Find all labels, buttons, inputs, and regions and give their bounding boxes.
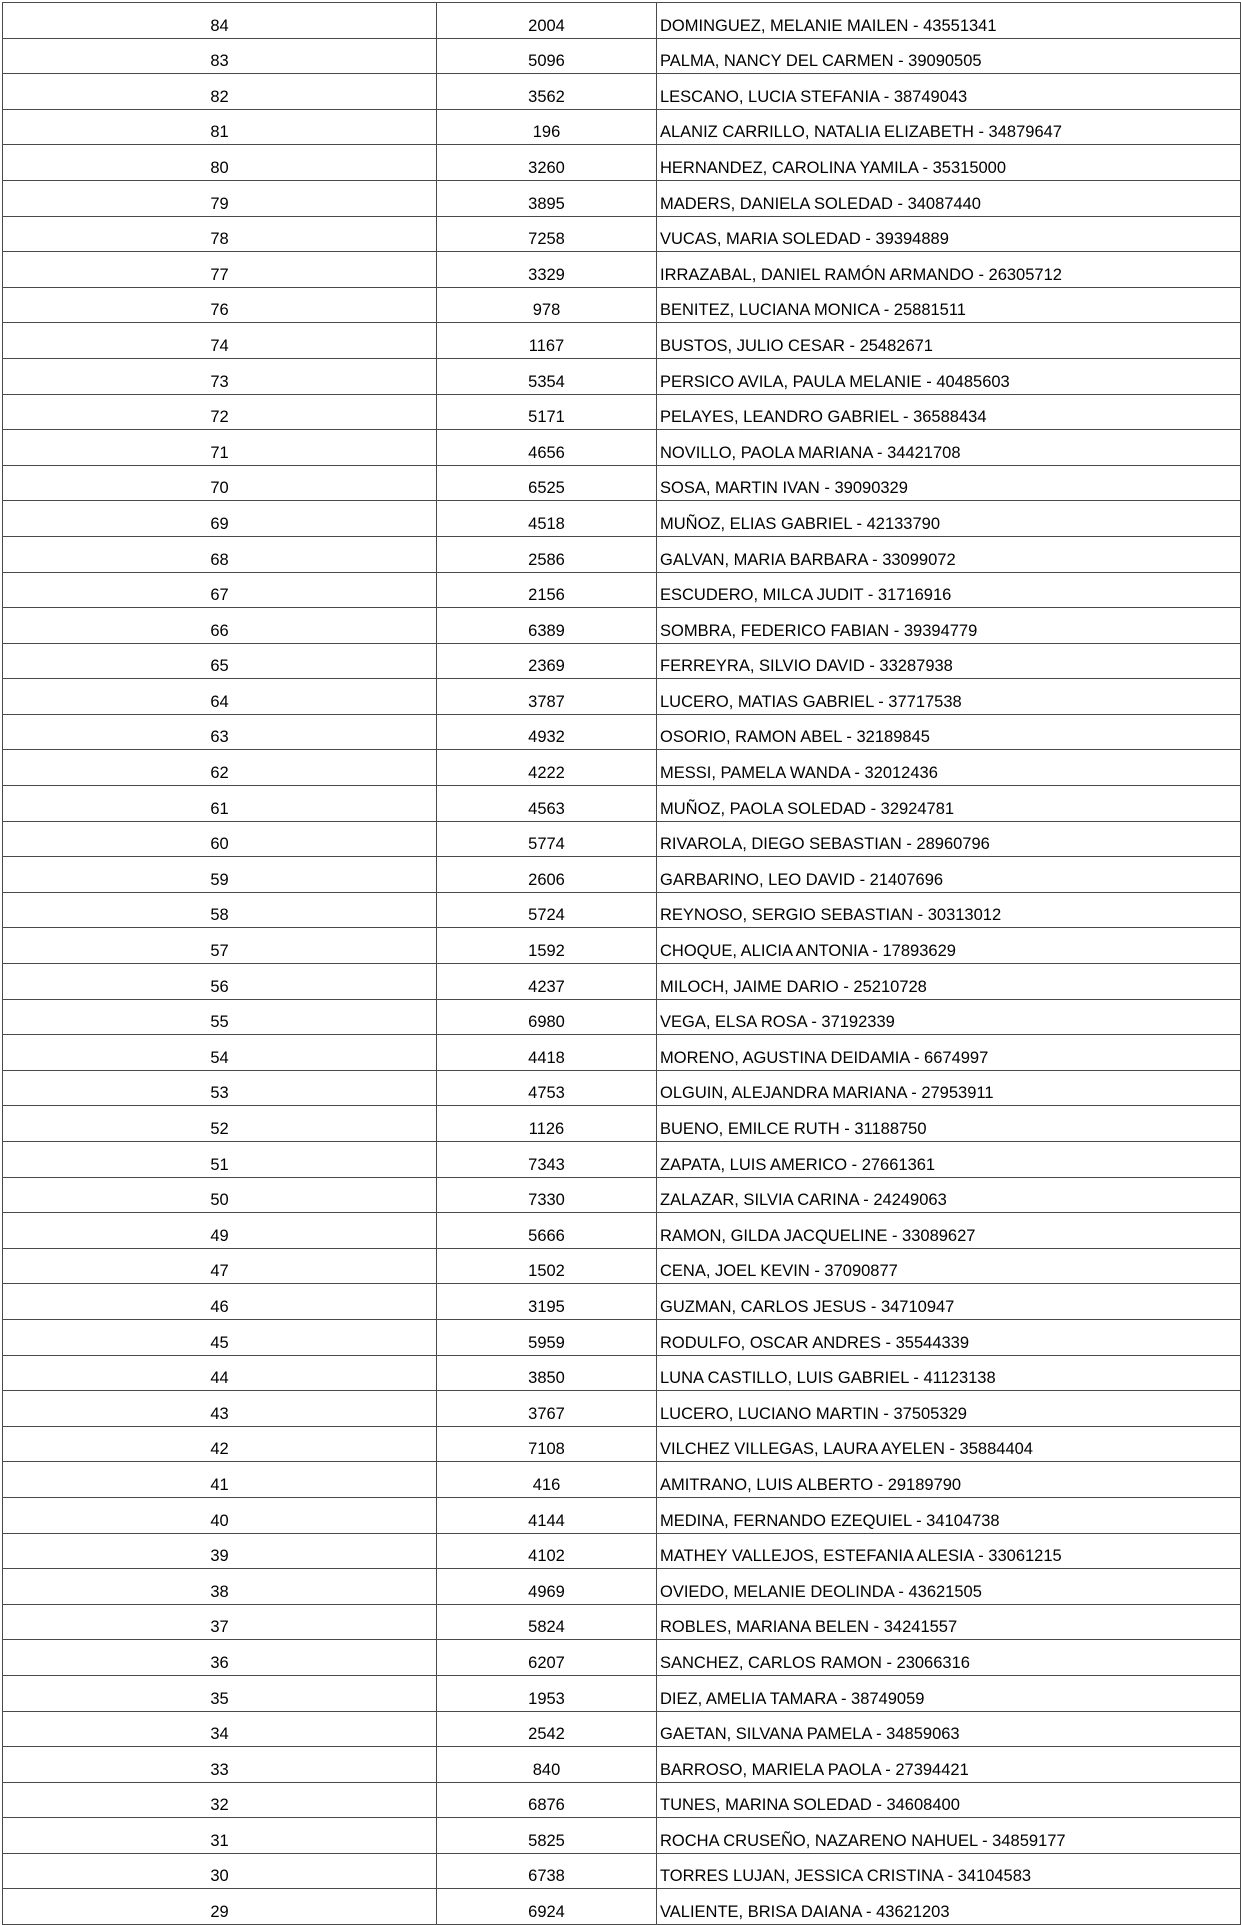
name-cell: GARBARINO, LEO DAVID - 21407696 — [657, 857, 1241, 893]
name-cell: ROBLES, MARIANA BELEN - 34241557 — [657, 1604, 1241, 1640]
table-row — [3, 216, 1241, 252]
name-cell: LUCERO, MATIAS GABRIEL - 37717538 — [657, 679, 1241, 715]
name-cell: LESCANO, LUCIA STEFANIA - 38749043 — [657, 74, 1241, 110]
order-cell: 50 — [3, 1177, 437, 1213]
table-row — [3, 1284, 1241, 1320]
name-cell: VILCHEZ VILLEGAS, LAURA AYELEN - 35884404 — [657, 1426, 1241, 1462]
table-row — [3, 1675, 1241, 1711]
name-cell: OSORIO, RAMON ABEL - 32189845 — [657, 714, 1241, 750]
name-cell: MILOCH, JAIME DARIO - 25210728 — [657, 964, 1241, 1000]
table-row — [3, 145, 1241, 181]
code-cell: 3767 — [437, 1391, 657, 1427]
table-row — [3, 643, 1241, 679]
order-cell: 59 — [3, 857, 437, 893]
code-cell: 196 — [437, 109, 657, 145]
order-cell: 66 — [3, 608, 437, 644]
table-row — [3, 323, 1241, 359]
code-cell: 6924 — [437, 1889, 657, 1925]
table-row — [3, 430, 1241, 466]
name-cell: ALANIZ CARRILLO, NATALIA ELIZABETH - 34879647 — [657, 109, 1241, 145]
table-row — [3, 572, 1241, 608]
code-cell: 978 — [437, 287, 657, 323]
code-cell: 3895 — [437, 180, 657, 216]
table-row — [3, 394, 1241, 430]
code-cell: 6525 — [437, 465, 657, 501]
table-row — [3, 1889, 1241, 1925]
code-cell: 5825 — [437, 1818, 657, 1854]
table-row — [3, 1319, 1241, 1355]
name-cell: MUÑOZ, ELIAS GABRIEL - 42133790 — [657, 501, 1241, 537]
table-row — [3, 679, 1241, 715]
name-cell: AMITRANO, LUIS ALBERTO - 29189790 — [657, 1462, 1241, 1498]
order-cell: 57 — [3, 928, 437, 964]
order-cell: 54 — [3, 1035, 437, 1071]
table-row — [3, 1569, 1241, 1605]
order-cell: 76 — [3, 287, 437, 323]
code-cell: 1953 — [437, 1675, 657, 1711]
name-cell: RODULFO, OSCAR ANDRES - 35544339 — [657, 1319, 1241, 1355]
code-cell: 4222 — [437, 750, 657, 786]
name-cell: MUÑOZ, PAOLA SOLEDAD - 32924781 — [657, 786, 1241, 822]
code-cell: 4144 — [437, 1497, 657, 1533]
name-cell: PALMA, NANCY DEL CARMEN - 39090505 — [657, 38, 1241, 74]
name-cell: SOMBRA, FEDERICO FABIAN - 39394779 — [657, 608, 1241, 644]
code-cell: 7330 — [437, 1177, 657, 1213]
code-cell: 1502 — [437, 1248, 657, 1284]
name-cell: HERNANDEZ, CAROLINA YAMILA - 35315000 — [657, 145, 1241, 181]
code-cell: 5724 — [437, 892, 657, 928]
order-cell: 36 — [3, 1640, 437, 1676]
order-cell: 58 — [3, 892, 437, 928]
code-cell: 4418 — [437, 1035, 657, 1071]
order-cell: 82 — [3, 74, 437, 110]
order-cell: 39 — [3, 1533, 437, 1569]
name-cell: ZALAZAR, SILVIA CARINA - 24249063 — [657, 1177, 1241, 1213]
code-cell: 3787 — [437, 679, 657, 715]
name-cell: PELAYES, LEANDRO GABRIEL - 36588434 — [657, 394, 1241, 430]
name-cell: MORENO, AGUSTINA DEIDAMIA - 6674997 — [657, 1035, 1241, 1071]
code-cell: 7108 — [437, 1426, 657, 1462]
table-row — [3, 358, 1241, 394]
table-row — [3, 109, 1241, 145]
order-cell: 55 — [3, 999, 437, 1035]
name-cell: GAETAN, SILVANA PAMELA - 34859063 — [657, 1711, 1241, 1747]
table-row — [3, 1106, 1241, 1142]
name-cell: RIVAROLA, DIEGO SEBASTIAN - 28960796 — [657, 821, 1241, 857]
table-row — [3, 999, 1241, 1035]
name-cell: VUCAS, MARIA SOLEDAD - 39394889 — [657, 216, 1241, 252]
table-row — [3, 928, 1241, 964]
name-cell: ESCUDERO, MILCA JUDIT - 31716916 — [657, 572, 1241, 608]
table-row — [3, 750, 1241, 786]
order-cell: 60 — [3, 821, 437, 857]
code-cell: 2542 — [437, 1711, 657, 1747]
code-cell: 6738 — [437, 1853, 657, 1889]
name-cell: CHOQUE, ALICIA ANTONIA - 17893629 — [657, 928, 1241, 964]
code-cell: 2004 — [437, 3, 657, 39]
name-cell: TUNES, MARINA SOLEDAD - 34608400 — [657, 1782, 1241, 1818]
code-cell: 3260 — [437, 145, 657, 181]
table-row — [3, 1533, 1241, 1569]
code-cell: 3562 — [437, 74, 657, 110]
order-cell: 37 — [3, 1604, 437, 1640]
name-cell: GUZMAN, CARLOS JESUS - 34710947 — [657, 1284, 1241, 1320]
code-cell: 4563 — [437, 786, 657, 822]
order-cell: 80 — [3, 145, 437, 181]
order-cell: 49 — [3, 1213, 437, 1249]
code-cell: 2369 — [437, 643, 657, 679]
table-row — [3, 1640, 1241, 1676]
order-cell: 63 — [3, 714, 437, 750]
name-cell: CENA, JOEL KEVIN - 37090877 — [657, 1248, 1241, 1284]
name-cell: GALVAN, MARIA BARBARA - 33099072 — [657, 536, 1241, 572]
name-cell: SOSA, MARTIN IVAN - 39090329 — [657, 465, 1241, 501]
table-row — [3, 287, 1241, 323]
table-row — [3, 501, 1241, 537]
code-cell: 5171 — [437, 394, 657, 430]
name-cell: NOVILLO, PAOLA MARIANA - 34421708 — [657, 430, 1241, 466]
order-cell: 52 — [3, 1106, 437, 1142]
order-cell: 65 — [3, 643, 437, 679]
roster-table-body — [3, 3, 1241, 1925]
order-cell: 78 — [3, 216, 437, 252]
order-cell: 42 — [3, 1426, 437, 1462]
code-cell: 2156 — [437, 572, 657, 608]
name-cell: OLGUIN, ALEJANDRA MARIANA - 27953911 — [657, 1070, 1241, 1106]
order-cell: 33 — [3, 1747, 437, 1783]
code-cell: 1592 — [437, 928, 657, 964]
name-cell: VEGA, ELSA ROSA - 37192339 — [657, 999, 1241, 1035]
order-cell: 81 — [3, 109, 437, 145]
order-cell: 45 — [3, 1319, 437, 1355]
order-cell: 71 — [3, 430, 437, 466]
order-cell: 43 — [3, 1391, 437, 1427]
code-cell: 4102 — [437, 1533, 657, 1569]
code-cell: 6876 — [437, 1782, 657, 1818]
table-row — [3, 1853, 1241, 1889]
table-row — [3, 892, 1241, 928]
name-cell: OVIEDO, MELANIE DEOLINDA - 43621505 — [657, 1569, 1241, 1605]
table-row — [3, 252, 1241, 288]
table-row — [3, 1177, 1241, 1213]
name-cell: SANCHEZ, CARLOS RAMON - 23066316 — [657, 1640, 1241, 1676]
name-cell: MESSI, PAMELA WANDA - 32012436 — [657, 750, 1241, 786]
table-row — [3, 1747, 1241, 1783]
code-cell: 4932 — [437, 714, 657, 750]
code-cell: 4518 — [437, 501, 657, 537]
table-row — [3, 38, 1241, 74]
code-cell: 5824 — [437, 1604, 657, 1640]
order-cell: 72 — [3, 394, 437, 430]
order-cell: 44 — [3, 1355, 437, 1391]
table-row — [3, 1604, 1241, 1640]
code-cell: 6207 — [437, 1640, 657, 1676]
name-cell: REYNOSO, SERGIO SEBASTIAN - 30313012 — [657, 892, 1241, 928]
code-cell: 4753 — [437, 1070, 657, 1106]
code-cell: 4656 — [437, 430, 657, 466]
table-row — [3, 1213, 1241, 1249]
code-cell: 5096 — [437, 38, 657, 74]
code-cell: 5959 — [437, 1319, 657, 1355]
name-cell: BUSTOS, JULIO CESAR - 25482671 — [657, 323, 1241, 359]
name-cell: FERREYRA, SILVIO DAVID - 33287938 — [657, 643, 1241, 679]
order-cell: 31 — [3, 1818, 437, 1854]
name-cell: IRRAZABAL, DANIEL RAMÓN ARMANDO - 26305712 — [657, 252, 1241, 288]
table-row — [3, 1142, 1241, 1178]
order-cell: 41 — [3, 1462, 437, 1498]
table-row — [3, 964, 1241, 1000]
code-cell: 3850 — [437, 1355, 657, 1391]
table-row — [3, 180, 1241, 216]
name-cell: MATHEY VALLEJOS, ESTEFANIA ALESIA - 33061215 — [657, 1533, 1241, 1569]
code-cell: 5354 — [437, 358, 657, 394]
name-cell: BARROSO, MARIELA PAOLA - 27394421 — [657, 1747, 1241, 1783]
code-cell: 1126 — [437, 1106, 657, 1142]
table-row — [3, 714, 1241, 750]
name-cell: BUENO, EMILCE RUTH - 31188750 — [657, 1106, 1241, 1142]
name-cell: RAMON, GILDA JACQUELINE - 33089627 — [657, 1213, 1241, 1249]
table-row — [3, 1070, 1241, 1106]
order-cell: 83 — [3, 38, 437, 74]
order-cell: 67 — [3, 572, 437, 608]
table-row — [3, 821, 1241, 857]
order-cell: 47 — [3, 1248, 437, 1284]
code-cell: 416 — [437, 1462, 657, 1498]
order-cell: 77 — [3, 252, 437, 288]
order-cell: 51 — [3, 1142, 437, 1178]
code-cell: 6389 — [437, 608, 657, 644]
name-cell: DIEZ, AMELIA TAMARA - 38749059 — [657, 1675, 1241, 1711]
order-cell: 38 — [3, 1569, 437, 1605]
code-cell: 840 — [437, 1747, 657, 1783]
name-cell: MADERS, DANIELA SOLEDAD - 34087440 — [657, 180, 1241, 216]
table-row — [3, 1426, 1241, 1462]
code-cell: 5774 — [437, 821, 657, 857]
order-cell: 68 — [3, 536, 437, 572]
table-row — [3, 1711, 1241, 1747]
order-cell: 64 — [3, 679, 437, 715]
name-cell: VALIENTE, BRISA DAIANA - 43621203 — [657, 1889, 1241, 1925]
order-cell: 29 — [3, 1889, 437, 1925]
order-cell: 46 — [3, 1284, 437, 1320]
code-cell: 7343 — [437, 1142, 657, 1178]
table-row — [3, 1355, 1241, 1391]
table-row — [3, 74, 1241, 110]
name-cell: BENITEZ, LUCIANA MONICA - 25881511 — [657, 287, 1241, 323]
order-cell: 35 — [3, 1675, 437, 1711]
order-cell: 79 — [3, 180, 437, 216]
name-cell: LUCERO, LUCIANO MARTIN - 37505329 — [657, 1391, 1241, 1427]
order-cell: 69 — [3, 501, 437, 537]
name-cell: ZAPATA, LUIS AMERICO - 27661361 — [657, 1142, 1241, 1178]
code-cell: 3329 — [437, 252, 657, 288]
code-cell: 4969 — [437, 1569, 657, 1605]
table-row — [3, 1248, 1241, 1284]
table-row — [3, 1035, 1241, 1071]
code-cell: 7258 — [437, 216, 657, 252]
name-cell: MEDINA, FERNANDO EZEQUIEL - 34104738 — [657, 1497, 1241, 1533]
table-row — [3, 857, 1241, 893]
name-cell: PERSICO AVILA, PAULA MELANIE - 40485603 — [657, 358, 1241, 394]
code-cell: 5666 — [437, 1213, 657, 1249]
order-cell: 61 — [3, 786, 437, 822]
order-cell: 74 — [3, 323, 437, 359]
order-cell: 32 — [3, 1782, 437, 1818]
table-row — [3, 1462, 1241, 1498]
table-row — [3, 1497, 1241, 1533]
code-cell: 2606 — [437, 857, 657, 893]
code-cell: 4237 — [437, 964, 657, 1000]
order-cell: 73 — [3, 358, 437, 394]
order-cell: 34 — [3, 1711, 437, 1747]
table-row — [3, 465, 1241, 501]
order-cell: 56 — [3, 964, 437, 1000]
code-cell: 2586 — [437, 536, 657, 572]
table-row — [3, 1782, 1241, 1818]
name-cell: ROCHA CRUSEÑO, NAZARENO NAHUEL - 34859177 — [657, 1818, 1241, 1854]
table-row — [3, 536, 1241, 572]
name-cell: LUNA CASTILLO, LUIS GABRIEL - 41123138 — [657, 1355, 1241, 1391]
roster-table — [2, 2, 1241, 1925]
order-cell: 40 — [3, 1497, 437, 1533]
order-cell: 30 — [3, 1853, 437, 1889]
table-row — [3, 3, 1241, 39]
order-cell: 53 — [3, 1070, 437, 1106]
name-cell: DOMINGUEZ, MELANIE MAILEN - 43551341 — [657, 3, 1241, 39]
table-row — [3, 786, 1241, 822]
table-row — [3, 608, 1241, 644]
code-cell: 6980 — [437, 999, 657, 1035]
table-row — [3, 1391, 1241, 1427]
name-cell: TORRES LUJAN, JESSICA CRISTINA - 34104583 — [657, 1853, 1241, 1889]
order-cell: 70 — [3, 465, 437, 501]
order-cell: 62 — [3, 750, 437, 786]
table-row — [3, 1818, 1241, 1854]
code-cell: 1167 — [437, 323, 657, 359]
order-cell: 84 — [3, 3, 437, 39]
code-cell: 3195 — [437, 1284, 657, 1320]
